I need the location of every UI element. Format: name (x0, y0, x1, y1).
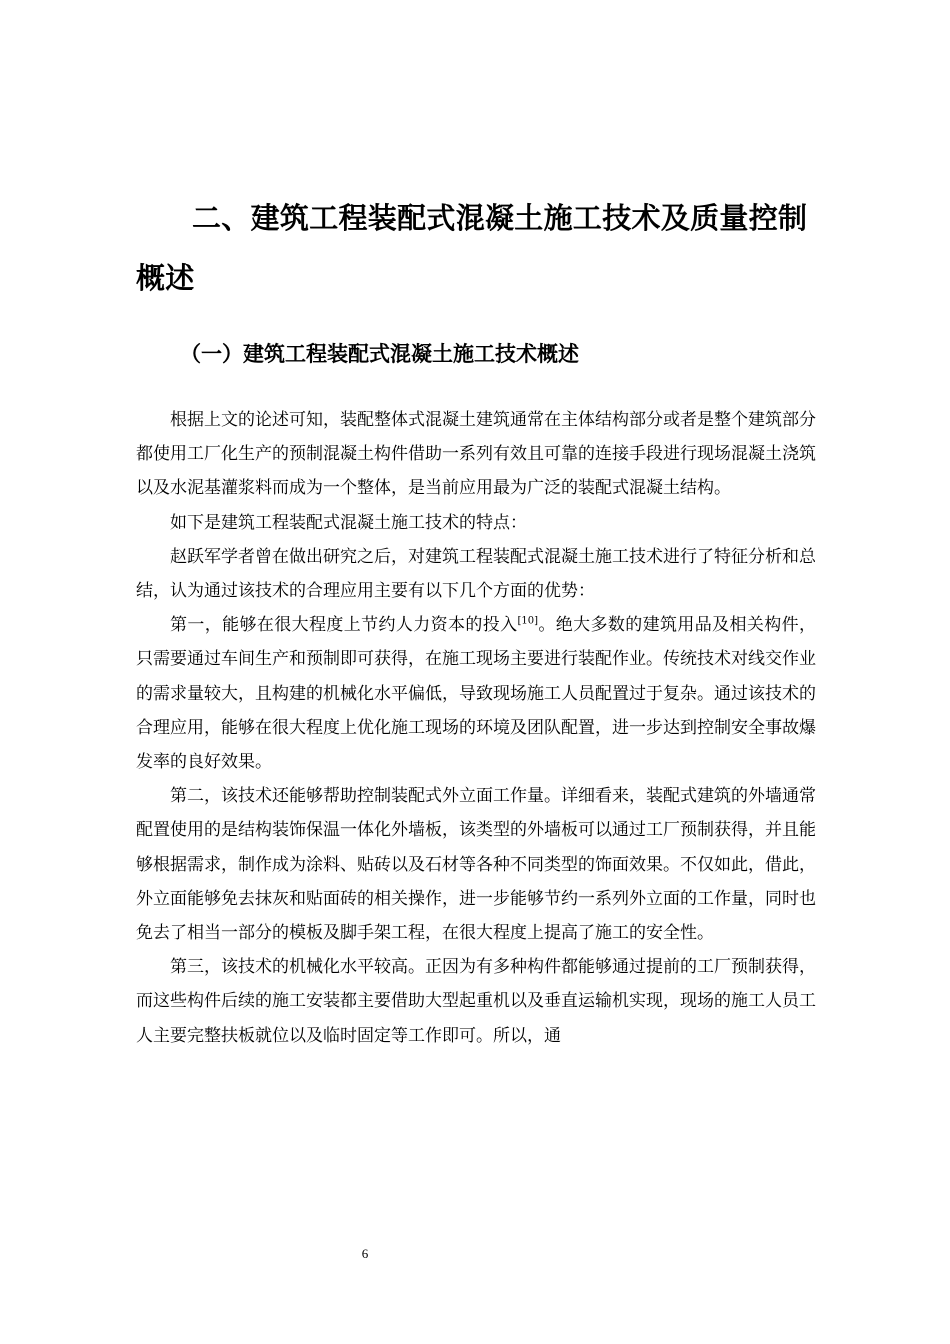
paragraph-4-text-before-ref: 第一，能够在很大程度上节约人力资本的投入 (170, 615, 518, 636)
paragraph-4-text-after-ref: 。绝大多数的建筑用品及相关构件，只需要通过车间生产和预制即可获得，在施工现场主要进行装配作业。传统技术对线交作业的需求量较大，且构建的机械化水平偏低，导致现场施工人员配置过于复杂。通过该技术的合理应用，能够在很大程度上优化施工现场的环境及团队配置，进一步达到控制安全事故爆发率的良好效果。 (136, 615, 817, 773)
paragraph-5: 第二，该技术还能够帮助控制装配式外立面工作量。详细看来，装配式建筑的外墙通常配置使用的是结构装饰保温一体化外墙板，该类型的外墙板可以通过工厂预制获得，并且能够根据需求，制作成为涂料、贴砖以及石材等各种不同类型的饰面效果。不仅如此，借此，外立面能够免去抹灰和贴面砖的相关操作，进一步能够节约一系列外立面的工作量，同时也免去了相当一部分的模板及脚手架工程，在很大程度上提高了施工的安全性。 (136, 786, 816, 944)
page-number: 6 (361, 1246, 369, 1261)
paragraph-4 (136, 608, 816, 779)
chapter-title: 二、建筑工程装配式混凝土施工技术及质量控制概述 (136, 201, 808, 295)
section-title: （一）建筑工程装配式混凝土施工技术概述 (180, 342, 579, 366)
paragraph-3: 赵跃军学者曾在做出研究之后，对建筑工程装配式混凝土施工技术进行了特征分析和总结，认为通过该技术的合理应用主要有以下几个方面的优势： (136, 546, 816, 602)
paragraph-6: 第三，该技术的机械化水平较高。正因为有多种构件都能够通过提前的工厂预制获得，而这些构件后续的施工安装都主要借助大型起重机以及垂直运输机实现，现场的施工人员工人主要完整扶板就位以及临时固定等工作即可。所以，通 (136, 957, 816, 1046)
citation-reference: [10] (517, 615, 539, 627)
paragraph-1: 根据上文的论述可知，装配整体式混凝土建筑通常在主体结构部分或者是整个建筑部分都使用工厂化生产的预制混凝土构件借助一系列有效且可靠的连接手段进行现场混凝土浇筑以及水泥基灌浆料而成为一个整体，是当前应用最为广泛的装配式混凝土结构。 (136, 410, 816, 499)
paragraph-2: 如下是建筑工程装配式混凝土施工技术的特点： (170, 512, 527, 533)
body-text (136, 403, 816, 1053)
